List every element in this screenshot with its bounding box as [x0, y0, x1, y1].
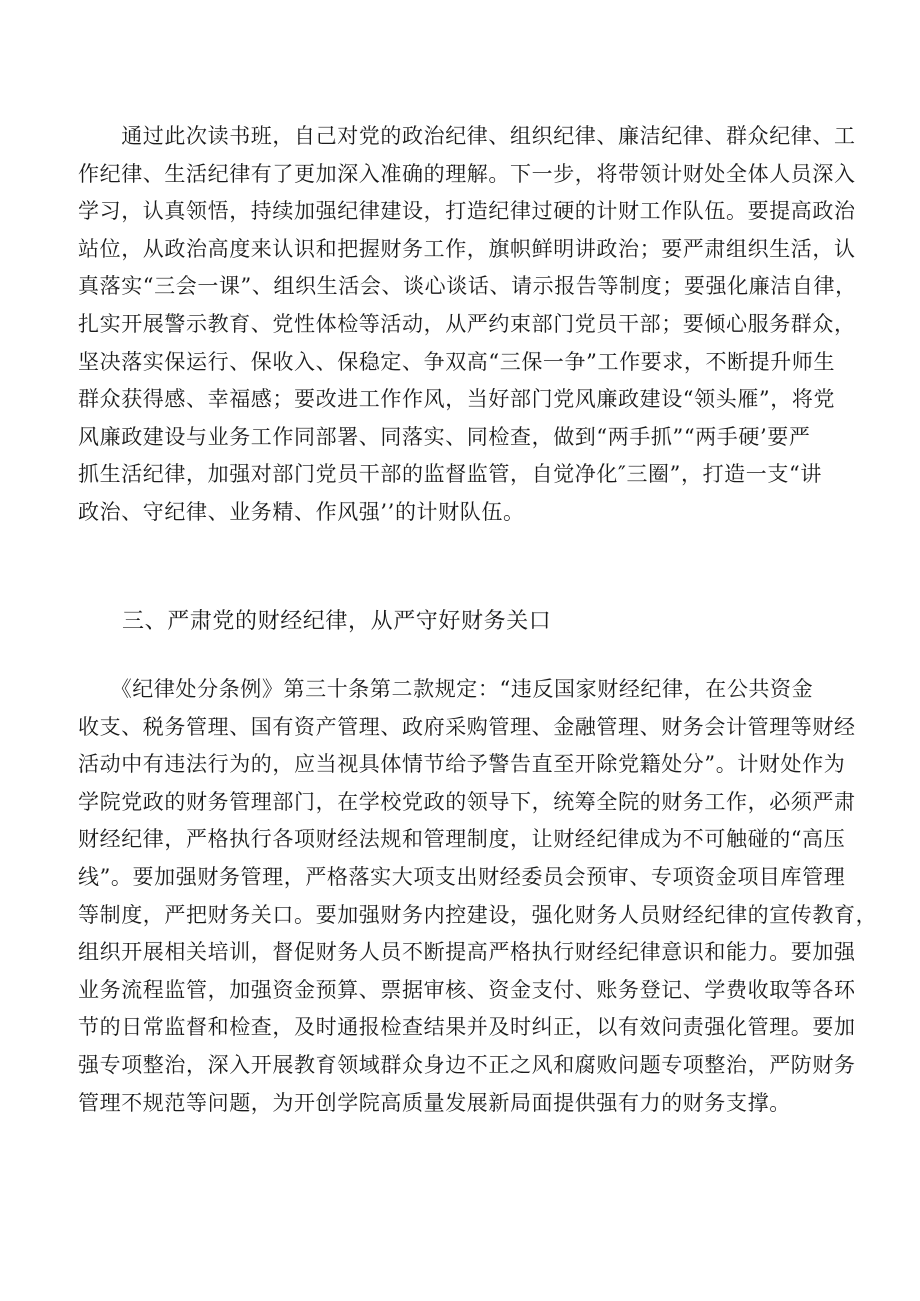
paragraph-line: 线”。要加强财务管理，严格落实大项支出财经委员会预审、专项资金项目库管理 — [78, 864, 846, 889]
paragraph-line: 活动中有违法行为的，应当视具体情节给予警告直至开除党籍处分”。计财处作为 — [78, 752, 846, 777]
paragraph-line: 政治、守纪律、业务精、作风强’’的计财队伍。 — [78, 499, 525, 524]
paragraph-line: 节的日常监督和检查，及时通报检查结果并及时纠正，以有效问责强化管理。要加 — [78, 1015, 856, 1040]
paragraph-line: 风廉政建设与业务工作同部署、同落实、同检查，做到“两手抓”“两手硬’要严 — [78, 424, 811, 449]
section-heading: 三、严肃党的财经纪律，从严守好财务关口 — [122, 609, 552, 634]
paragraph-line: 收支、税务管理、国有资产管理、政府采购管理、金融管理、财务会计管理等财经 — [78, 714, 856, 739]
paragraph-line: 作纪律、生活纪律有了更加深入准确的理解。下一步，将带领计财处全体人员深入 — [78, 161, 856, 186]
paragraph-line: 财经纪律，严格执行各项财经法规和管理制度，让财经纪律成为不可触碰的“高压 — [78, 827, 846, 852]
paragraph-line: 站位，从政治高度来认识和把握财务工作，旗帜鲜明讲政治；要严肃组织生活，认 — [78, 236, 856, 261]
paragraph-line: 坚决落实保运行、保收入、保稳定、争双高“三保一争”工作要求，不断提升师生 — [78, 349, 836, 374]
paragraph-reading-class-reflection — [78, 118, 868, 532]
paragraph-line: 等制度，严把财务关口。要加强财务内控建设，强化财务人员财经纪律的宣传教育， — [78, 902, 878, 927]
paragraph-line: 管理不规范等问题，为开创学院高质量发展新局面提供强有力的财务支撑。 — [78, 1090, 791, 1115]
paragraph-line: 抓生活纪律，加强对部门党员干部的监督监管，自觉净化″三圈”，打造一支“讲 — [78, 462, 822, 487]
paragraph-line: 业务流程监管，加强资金预算、票据审核、资金支付、账务登记、学费收取等各环 — [78, 977, 856, 1002]
paragraph-line: 真落实“三会一课”、组织生活会、谈心谈话、请示报告等制度；要强化廉洁自律， — [78, 274, 857, 299]
paragraph-line: 《纪律处分条例》第三十条第二款规定：“违反国家财经纪律，在公共资金 — [78, 677, 814, 701]
paragraph-line: 学习，认真领悟，持续加强纪律建设，打造纪律过硬的计财工作队伍。要提高政治 — [78, 199, 856, 224]
paragraph-line: 通过此次读书班，自己对党的政治纪律、组织纪律、廉洁纪律、群众纪律、工 — [78, 124, 856, 148]
paragraph-line: 学院党政的财务管理部门，在学校党政的领导下，统筹全院的财务工作，必须严肃 — [78, 789, 856, 814]
paragraph-line: 群众获得感、幸福感；要改进工作作风，当好部门党风廉政建设“领头雁”，将党 — [78, 387, 836, 412]
paragraph-line: 组织开展相关培训，督促财务人员不断提高严格执行财经纪律意识和能力。要加强 — [78, 940, 856, 965]
paragraph-line: 扎实开展警示教育、党性体检等活动，从严约束部门党员干部；要倾心服务群众， — [78, 311, 856, 336]
paragraph-financial-discipline — [78, 671, 878, 1122]
paragraph-line: 强专项整治，深入开展教育领域群众身边不正之风和腐败问题专项整治，严防财务 — [78, 1052, 856, 1077]
